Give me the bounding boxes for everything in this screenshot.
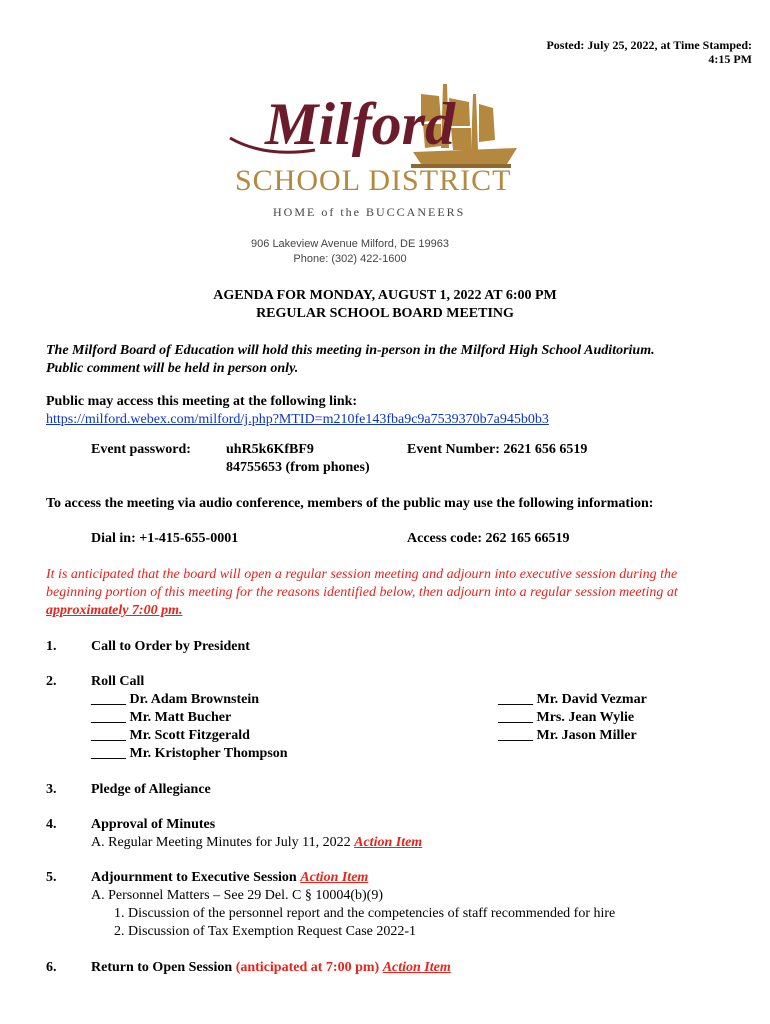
- notice-line-1: The Milford Board of Education will hold this meeting in-person in the Milford High School Auditorium.: [46, 343, 655, 358]
- meeting-type: REGULAR SCHOOL BOARD MEETING: [256, 306, 514, 321]
- notice: [46, 342, 655, 378]
- action-item-label: Action Item: [382, 960, 451, 975]
- item-4-sub-a-text: A. Regular Meeting Minutes for July 11, 2022: [91, 835, 355, 850]
- password-phone: 84755653 (from phones): [226, 460, 370, 475]
- posted-line-1: Posted: July 25, 2022, at Time Stamped:: [546, 38, 752, 52]
- item-5-sub-1: 1. Discussion of the personnel report and the competencies of staff recommended for hire: [114, 906, 616, 921]
- agenda-title: AGENDA FOR MONDAY, AUGUST 1, 2022 AT 6:00 PM: [213, 288, 557, 303]
- webex-link-text[interactable]: https://milford.webex.com/milford/j.php?MTID=m210fe143fba9c9a7539370b7a945b0b3: [46, 412, 549, 427]
- logo-milford-text: Milford: [265, 91, 456, 157]
- event-number: Event Number: 2621 656 6519: [407, 442, 588, 457]
- item-2-title: Roll Call: [91, 674, 145, 689]
- roll-call-member: _____ Mrs. Jean Wylie: [498, 710, 635, 725]
- item-3-title: Pledge of Allegiance: [91, 782, 211, 797]
- logo-school-district-text: SCHOOL DISTRICT: [235, 164, 512, 197]
- password-label: Event password:: [91, 442, 191, 457]
- item-6-anticipated: (anticipated at 7:00 pm): [235, 960, 383, 975]
- roll-call-member: _____ Mr. Matt Bucher: [91, 710, 232, 725]
- item-1-number: 1.: [46, 639, 57, 654]
- item-6-heading: [91, 959, 451, 977]
- roll-call-member: _____ Dr. Adam Brownstein: [91, 692, 260, 707]
- webex-link[interactable]: [46, 411, 549, 429]
- anticipated-line-2: beginning portion of this meeting for the reasons identified below, then adjourn into a regular session meeting at: [46, 585, 678, 600]
- dial-in: Dial in: +1-415-655-0001: [91, 531, 239, 546]
- roll-call-right: [498, 691, 647, 745]
- item-5-number: 5.: [46, 870, 57, 885]
- posted-line-2: 4:15 PM: [708, 52, 752, 66]
- roll-call-member: _____ Mr. Jason Miller: [498, 728, 637, 743]
- anticipated-line-3: approximately 7:00 pm.: [46, 603, 183, 618]
- anticipated-notice: [46, 566, 678, 620]
- item-6-title: Return to Open Session: [91, 960, 236, 975]
- logo-home-of-text: HOME of the BUCCANEERS: [273, 205, 466, 219]
- phone: Phone: (302) 422-1600: [293, 253, 407, 265]
- item-5-sub-2: 2. Discussion of Tax Exemption Request Case 2022-1: [114, 924, 417, 939]
- item-1-title: Call to Order by President: [91, 639, 250, 654]
- roll-call-member: _____ Mr. David Vezmar: [498, 692, 647, 707]
- roll-call-member: _____ Mr. Kristopher Thompson: [91, 746, 288, 761]
- action-item-label: Action Item: [300, 870, 369, 885]
- posted-stamp: [546, 38, 752, 66]
- action-item-label: Action Item: [354, 835, 423, 850]
- password-value: uhR5k6KfBF9: [226, 442, 314, 457]
- address: 906 Lakeview Avenue Milford, DE 19963: [251, 238, 449, 250]
- item-4-title: Approval of Minutes: [91, 817, 216, 832]
- access-code: Access code: 262 165 66519: [407, 531, 570, 546]
- audio-heading: To access the meeting via audio conference, members of the public may use the following information:: [46, 496, 654, 511]
- item-4-number: 4.: [46, 817, 57, 832]
- roll-call-left: [91, 691, 288, 763]
- item-6-number: 6.: [46, 960, 57, 975]
- notice-line-2: Public comment will be held in person only.: [46, 361, 299, 376]
- item-5-title: Adjournment to Executive Session: [91, 870, 301, 885]
- item-3-number: 3.: [46, 782, 57, 797]
- item-5-heading: [91, 869, 368, 887]
- item-4-sub-a: [91, 834, 422, 852]
- anticipated-line-1: It is anticipated that the board will open a regular session meeting and adjourn into executive session during the: [46, 567, 678, 582]
- item-2-number: 2.: [46, 674, 57, 689]
- item-5-sub-a: A. Personnel Matters – See 29 Del. C § 10004(b)(9): [91, 888, 384, 903]
- access-heading: Public may access this meeting at the following link:: [46, 394, 358, 409]
- roll-call-member: _____ Mr. Scott Fitzgerald: [91, 728, 250, 743]
